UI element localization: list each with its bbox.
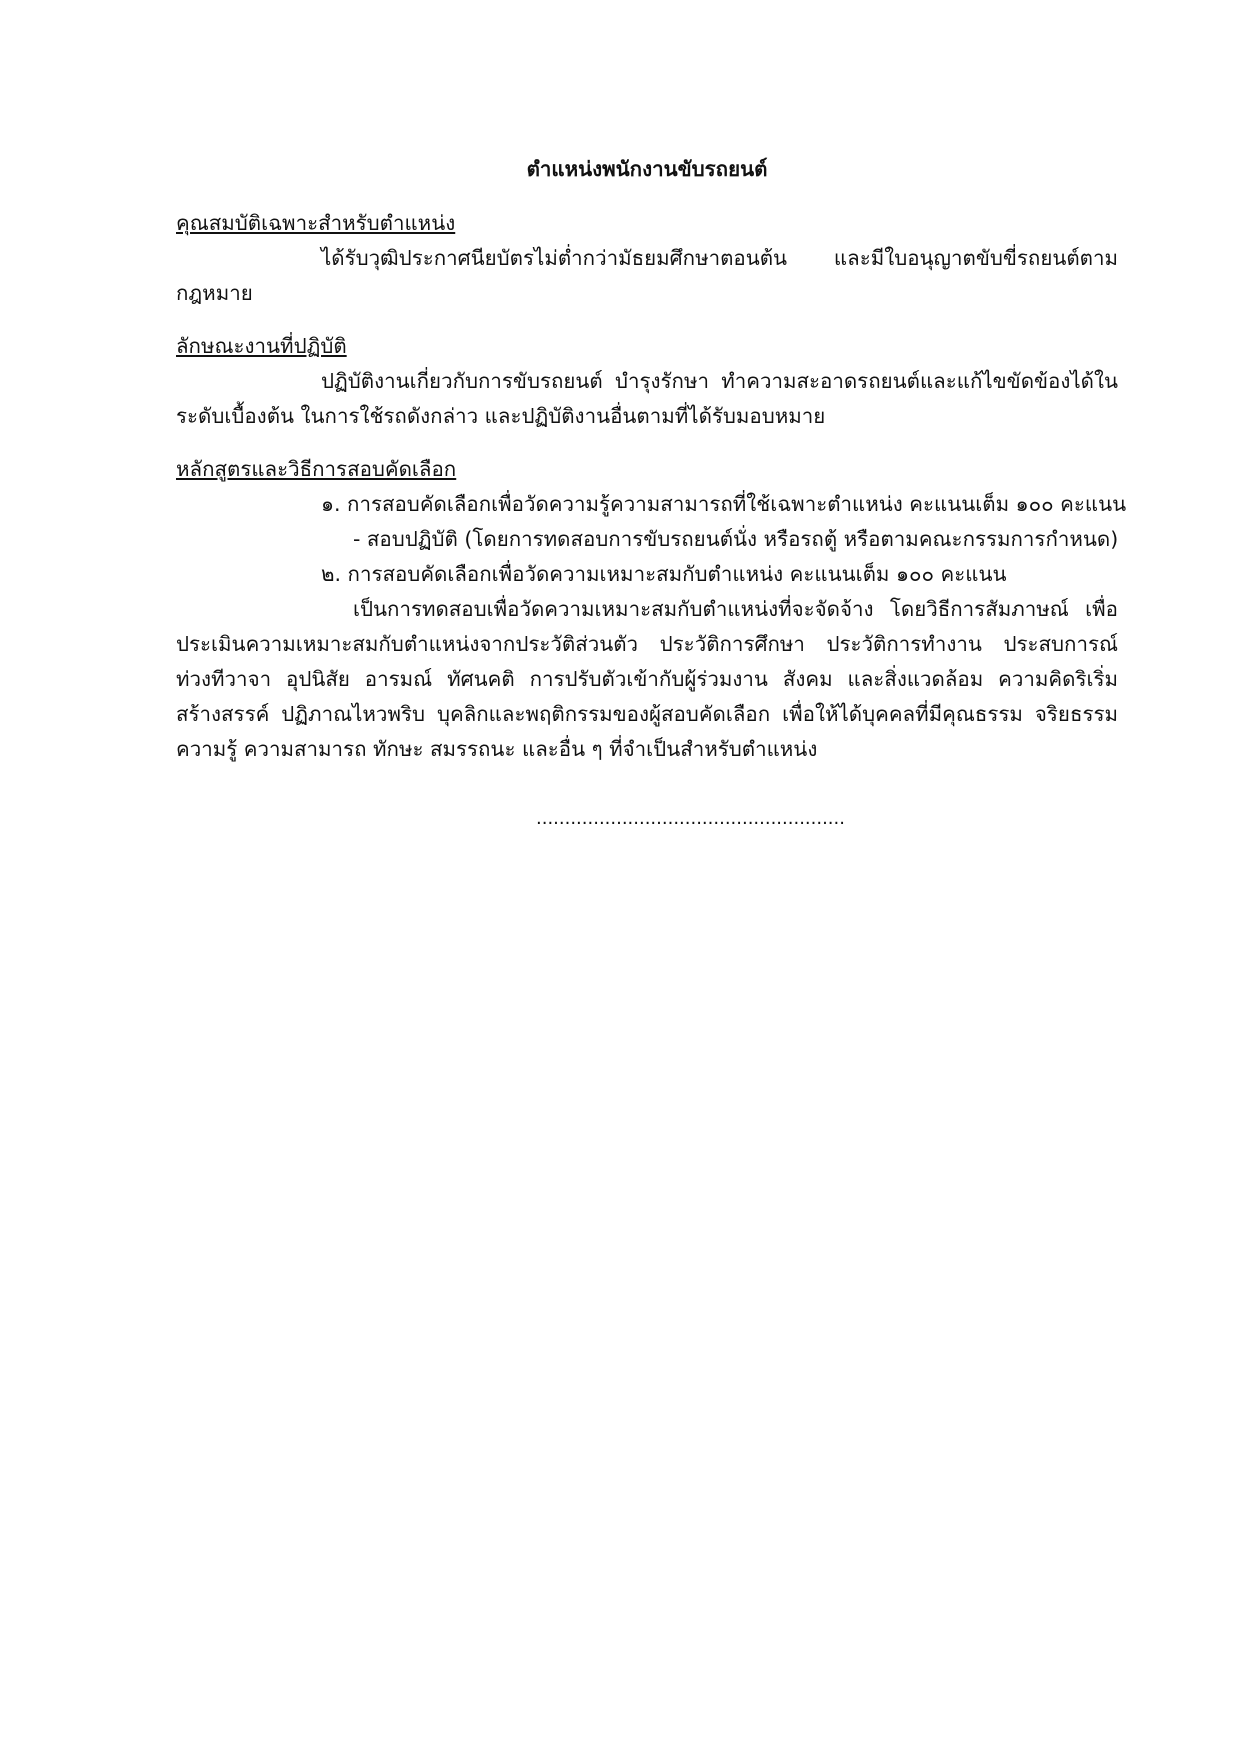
duties-text: ปฏิบัติงานเกี่ยวกับการขับรถยนต์ บำรุงรักษา ทำความสะอาดรถยนต์และแก้ไขขัดข้องได้ในระดับเบื้องต้น ในการใช้รถดังกล่าว และปฏิบัติงานอื่นตามที่ได้รับมอบหมาย (176, 369, 1118, 428)
end-mark: ...................................................... (536, 808, 845, 829)
duties-heading: ลักษณะงานที่ปฏิบัติ (176, 334, 347, 358)
selection-item-1-sub: - สอบปฏิบัติ (โดยการทดสอบการขับรถยนต์นั่ง หรือรถตู้ หรือตามคณะกรรมการกำหนด) (353, 527, 1119, 551)
qualifications-heading: คุณสมบัติเฉพาะสำหรับตำแหน่ง (176, 211, 456, 235)
qualifications-text: ได้รับวุฒิประกาศนียบัตรไม่ต่ำกว่ามัธยมศึกษาตอนต้น และมีใบอนุญาตขับขี่รถยนต์ตามกฎหมาย (176, 246, 1118, 305)
selection-section (176, 452, 1127, 767)
selection-item-2: ๒. การสอบคัดเลือกเพื่อวัดความเหมาะสมกับตำแหน่ง คะแนนเต็ม ๑๐๐ คะแนน (321, 562, 1007, 586)
selection-item-1: ๑. การสอบคัดเลือกเพื่อวัดความรู้ความสามารถที่ใช้เฉพาะตำแหน่ง คะแนนเต็ม ๑๐๐ คะแนน (321, 492, 1127, 516)
document-title: ตำแหน่งพนักงานขับรถยนต์ (526, 157, 768, 181)
document-body (176, 150, 1127, 785)
qualifications-section (176, 206, 1118, 311)
selection-item-2-text: เป็นการทดสอบเพื่อวัดความเหมาะสมกับตำแหน่งที่จะจัดจ้าง โดยวิธีการสัมภาษณ์ เพื่อประเมินความเหมาะสมกับตำแหน่งจากประวัติส่วนตัว ประวัติการศึกษา ประวัติการทำงาน ประสบการณ์ ท่วงทีวาจา อุปนิสัย อารมณ์ ทัศนคติ การปรับตัวเข้ากับผู้ร่วมงาน สังคม และสิ่งแวดล้อม ความคิดริเริ่ม สร้างสรรค์ ปฏิภาณไหวพริบ บุคลิกและพฤติกรรมของผู้สอบคัดเลือก เพื่อให้ได้บุคคลที่มีคุณธรรม จริยธรรม ความรู้ ความสามารถ ทักษะ สมรรถนะ และอื่น ๆ ที่จำเป็นสำหรับตำแหน่ง (176, 597, 1118, 761)
duties-section (176, 329, 1118, 434)
selection-heading: หลักสูตรและวิธีการสอบคัดเลือก (176, 457, 457, 481)
